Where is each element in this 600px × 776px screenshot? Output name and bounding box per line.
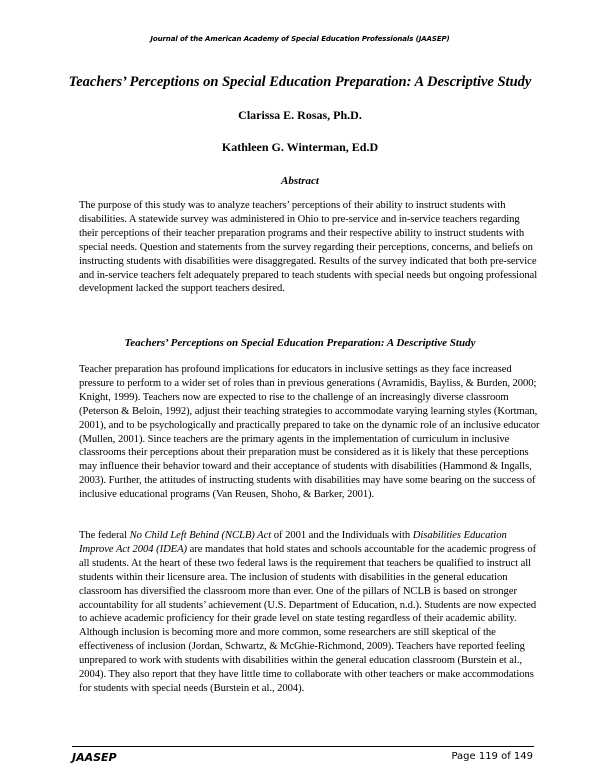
p2-lead: The federal xyxy=(79,530,130,541)
page-number: Page 119 of 149 xyxy=(451,751,533,762)
section-heading: Teachers’ Perceptions on Special Education Preparation: A Descriptive Study xyxy=(124,337,476,349)
p2-rest: are mandates that hold states and schools accountable for the academic progress of all students. At the heart of these two federal laws is the requirement that teachers be qualified to instruct all students within their licensure area. The inclusion of students with disabilities in the general education classroom has diversified the classroom more than ever. One of the pillars of NCLB is based on stronger accountability for all students’ achievement (U.S. Department of Education, n.d.). Students are now expected to achieve academic proficiency for their grade level on state testing regardless of their academic ability. Although inclusion is becoming more and more common, some researchers are still skeptical of the effectiveness of inclusion (Jordan, Schwartz, & McGhie-Richmond, 2009). Teachers have reported feeling unprepared to work with students with disabilities within the general education classroom (Burstein et al., 2004). They also report that they have little time to collaborate with other teachers or make accommodations for students with special needs (Burstein et al., 2004). xyxy=(79,543,537,694)
article-title: Teachers’ Perceptions on Special Education Preparation: A Descriptive Study xyxy=(68,74,532,90)
abstract-heading: Abstract xyxy=(281,175,319,187)
footer-divider xyxy=(72,746,534,747)
nclb-act-title: No Child Left Behind (NCLB) Act xyxy=(129,530,272,541)
idea-act-title: Disabilities Education Improve Act 2004 (IDEA) xyxy=(79,530,507,555)
abstract-text: The purpose of this study was to analyze teachers’ perceptions of their ability to instruct students with disabilities. A statewide survey was administered in Ohio to pre-service and in-service teachers regarding their perceptions of their teacher preparation programs and their respective ability to instruct students with special needs. Question and statements from the survey regarding their perceptions, concerns, and beliefs on instructing students with disabilities were disaggregated. Results of the survey indicated that both pre-service and in-service teachers felt adequately prepared to teach students with special needs but ongoing professional development lacked the support teachers desired. xyxy=(79,200,538,295)
running-header: Journal of the American Academy of Special Education Professionals (JAASEP) xyxy=(150,35,450,43)
author-2: Kathleen G. Winterman, Ed.D xyxy=(221,140,379,154)
author-1: Clarissa E. Rosas, Ph.D. xyxy=(238,108,362,122)
footer-journal-abbrev: JAASEP xyxy=(72,751,117,764)
p2-mid: of 2001 and the Individuals with xyxy=(271,530,413,541)
body-paragraph-1: Teacher preparation has profound implications for educators in inclusive settings as they face increased pressure to perform to a wider set of roles than in previous generations (Avramidis, Bayliss, & Burden, 2000; Knight, 1999). Teachers now are expected to rise to the challenge of an increasingly diverse classroom (Peterson & Beloin, 1992), adjust their teaching strategies to accommodate varying learning styles (Kortman, 2001), and to be psychologically and practically prepared to take on the dynamic role of an inclusive educator (Mullen, 2001). Since teachers are the primary agents in the implementation of curriculum in inclusive classrooms their perceptions about their preparation must be considered as it is likely that these perceptions may influence their behavior toward and their acceptance of students with disabilities (Hammond & Ingalls, 2003). Further, the attitudes of instructing students with disabilities may have some bearing on the success of inclusive educational programs (Van Reusen, Shoho, & Barker, 2001). xyxy=(79,364,540,501)
body-paragraph-2 xyxy=(79,529,541,696)
